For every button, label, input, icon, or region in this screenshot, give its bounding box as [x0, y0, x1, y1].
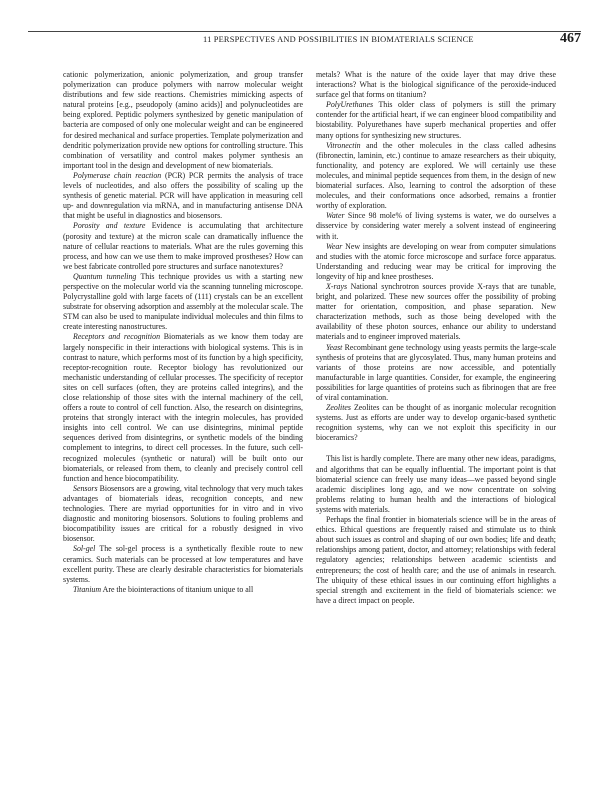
glossary-term: Polymerase chain reaction	[73, 170, 162, 180]
paragraph: Zeolites Zeolites can be thought of as inorganic molecular recognition systems. Just as efforts are under way to develop organic-based synthetic recognition systems, why can we not exploit this specificity in our bioceramics?	[316, 403, 556, 443]
page-number: 467	[560, 31, 581, 46]
glossary-term: Sol-gel	[73, 544, 96, 554]
paragraph: Titanium Are the biointeractions of titanium unique to all	[73, 584, 254, 594]
glossary-term: Vitronectin	[326, 140, 361, 150]
glossary-term: Sensors	[73, 483, 98, 493]
glossary-term: Wear	[326, 241, 343, 251]
paragraph: Polymerase chain reaction (PCR) PCR permits the analysis of trace levels of nucleotides, and also offers the possibility of scaling up the synthesis of genetic material. PCR will have application in measuring cell up- and downregulation via mRNA, and in manufacturing antisense DNA that might be useful in diagnostics and biosensors.	[63, 170, 303, 221]
glossary-term: Titanium	[73, 584, 102, 594]
glossary-term: Yeast	[326, 342, 343, 352]
right-column	[316, 70, 556, 606]
paragraph: metals? What is the nature of the oxide layer that may drive these interactions? What is the biological significance of the peroxide-induced surface gel that forms on titanium?	[316, 70, 556, 100]
paragraph: Yeast Recombinant gene technology using yeasts permits the large-scale synthesis of proteins that are glycosylated. Thus, many human proteins and variants of those proteins are now accessible, and potentially manufacturable in large quantities. Consider, for example, the engineering possibilities for large quantities of proteins such as fibrinogen that are free of viral contamination.	[316, 342, 556, 402]
paragraph: Perhaps the final frontier in biomaterials science will be in the areas of ethics. Ethical questions are frequently raised and stimulate us to think about such issues as control and shaping of our own bodies; life and death; relationships among patient, doctor, and attorney; relationships with federal regulatory agencies; relationships between academic scientists and entrepreneurs; the cost of health care; and the use of animals in research. The ubiquity of these ethical issues in our continuing effort highlights a special strength and excitement in the field of biomaterials science: we have a direct impact on people.	[316, 515, 556, 605]
glossary-term: Quantum tunneling	[73, 271, 137, 281]
header-rule	[28, 31, 581, 32]
paragraph: cationic polymerization, anionic polymerization, and group transfer polymerization can produce polymers with narrow molecular weight distributions and few side reactions. Chemistries mimicking aspects of natural proteins [e.g., pseudopoly (amino acids)] and polynucleotides are being explored. Peptidic polymers synthesized by genetic manipulation of bacteria are composed of only one molecular weight and can be engineered for desired mechanical and surface properties. Template polymerization and dendritic polymerization provide new options for controlling structure. This combination of versatility and control makes polymer synthesis an important tool in the design and development of new biomaterials.	[63, 70, 303, 170]
glossary-term: Porosity and texture	[73, 221, 146, 231]
glossary-term: Zeolites	[326, 403, 351, 413]
paragraph: Wear New insights are developing on wear from computer simulations and studies with the atomic force microscope and surface force apparatus. Understanding and reducing wear may be critical for improving the longevity of hip and knee prostheses.	[316, 241, 556, 281]
paragraph: Quantum tunneling This technique provides us with a starting new perspective on the molecular world via the scanning tunneling microscope. Polycrystalline gold with large facets of (111) crystals can be an excellent substrate for observing adsorption and assembly at the molecular scale. The STM can also be used to manipulate individual molecules and thin films to create interesting nanostructures.	[63, 271, 304, 332]
paragraph: Sol-gel The sol-gel process is a synthetically flexible route to new ceramics. Such materials can be processed at low temperatures and have excellent purity. These are clearly desirable characteristics for biomaterials systems.	[63, 544, 303, 584]
running-head: 11 PERSPECTIVES AND POSSIBILITIES IN BIOMATERIALS SCIENCE	[203, 35, 474, 44]
paragraph: Water Since 98 mole% of living systems is water, we do ourselves a disservice by considering water merely a solvent instead of engineering with it.	[316, 211, 556, 241]
paragraph: Porosity and texture Evidence is accumulating that architecture (porosity and texture) at the micron scale can dramatically influence the nature of cellular reactions to materials. What are the rules governing this process, and how can we use them to make improved prostheses? How can we best fabricate controlled pore structures and surface nanotextures?	[63, 221, 303, 271]
left-column	[63, 70, 303, 595]
paragraph: X-rays National synchrotron sources provide X-rays that are tunable, bright, and polarized. These new sources offer the possibility of probing matter for orientation, composition, and phase separation. New characterization methods, such as those being developed with the availability of these photon sources, enhance our ability to understand materials and to engineer improved materials.	[316, 281, 556, 342]
paragraph: PolyUrethanes This older class of polymers is still the primary contender for the artificial heart, if we can engineer blood compatibility and biostability. Polyurethanes have superb mechanical properties and offer many options for synthesizing new structures.	[316, 100, 556, 140]
paragraph: Receptors and recognition Biomaterials as we know them today are largely nonspecific in their interactions with biological systems. This is in contrast to nature, which performs most of its function by a high specificity, receptor-recognition route. Receptor biology has revolutionized our mechanistic understanding of cellular processes. The specificity of receptor sites on cell surfaces (often, they are proteins called integrins), and the close relationship of those sites with the internal machinery of the cell, offers a route to control of cell function. Also, the research on disintegrins, proteins that strongly interact with the integrin molecules, has provided insights into cell control. We can use disintegrins, minimal peptide sequences derived from disintegrins, or synthetic models of the binding complement to integrins, to direct cell processes. In the future, such cell-recognized molecules (synthetic or natural) will be built onto our biomaterials, or released from them, to cleanly and precisely control cell function and hence biocompatibility.	[63, 332, 303, 483]
glossary-term: X-rays	[326, 281, 348, 291]
page-header	[28, 33, 581, 49]
paragraph: Sensors Biosensors are a growing, vital technology that very much takes advantages of biomaterials ideas, recognition concepts, and new technologies. There are myriad opportunities for in vitro and in vivo diagnostic and monitoring biosensors. Solutions to fouling problems and biocompatibility issues are critical for a robustly designed in vivo biosensor.	[63, 483, 303, 544]
glossary-term: PolyUrethanes	[326, 100, 374, 110]
paragraph: Vitronectin and the other molecules in the class called adhesins (fibronectin, laminin, etc.) continue to amaze researchers as their ubiquity, functionality, and potency are explored. We will certainly use these molecules, and minimal peptide sequences from them, in the design of new biomaterial surfaces. Also, learning to control the adsorption of these molecules, and their conformations once adsorbed, remains a frontier worthy of exploration.	[316, 140, 556, 211]
glossary-term: Water	[326, 211, 345, 221]
paragraph: This list is hardly complete. There are many other new ideas, paradigms, and algorithms that can be equally influential. The important point is that biomaterial science can freely use many ideas—we passed beyond single academic disciplines long ago, and we now concentrate on solving problems relating to human health and the interactions of biological systems with materials.	[316, 454, 556, 514]
glossary-term: Receptors and recognition	[73, 332, 161, 342]
